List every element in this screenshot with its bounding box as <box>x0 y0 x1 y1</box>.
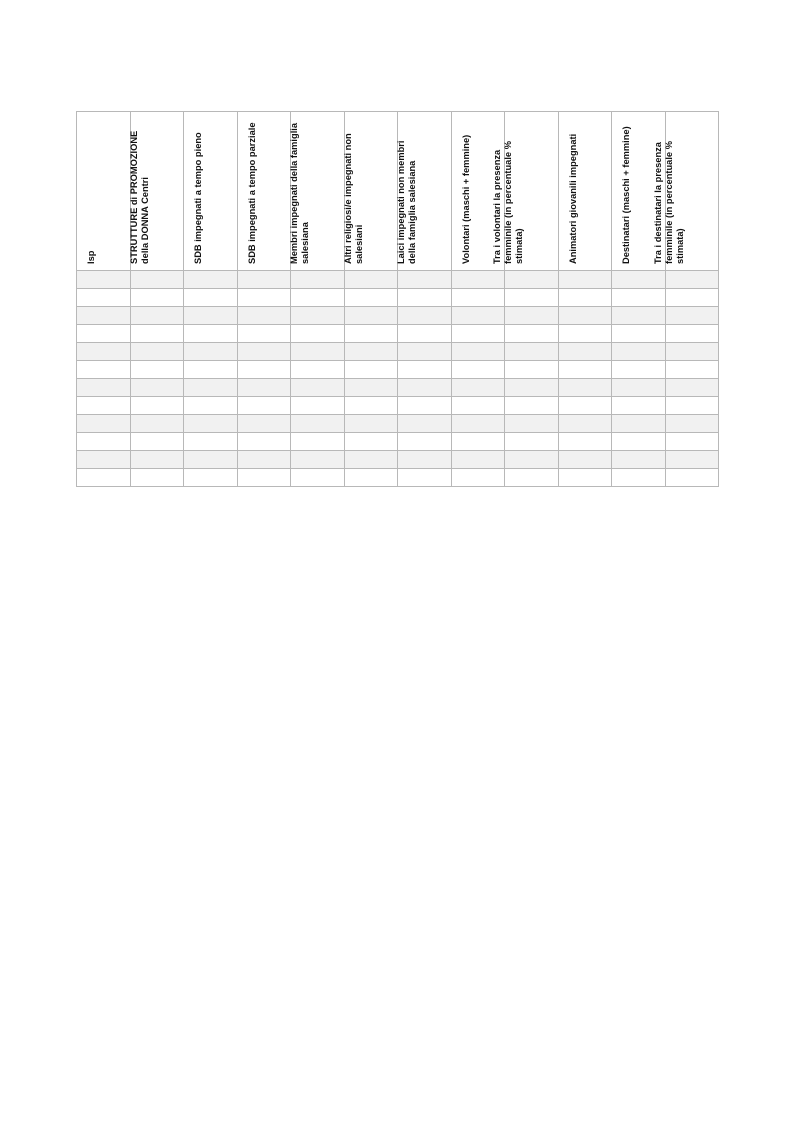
table-cell[interactable] <box>344 325 398 343</box>
table-cell[interactable] <box>665 469 719 487</box>
table-cell[interactable] <box>398 271 452 289</box>
table-cell[interactable] <box>291 433 345 451</box>
table-cell[interactable] <box>505 451 559 469</box>
table-cell[interactable] <box>505 415 559 433</box>
table-cell[interactable] <box>612 397 666 415</box>
table-cell[interactable] <box>344 415 398 433</box>
table-cell[interactable] <box>398 325 452 343</box>
header-row <box>77 112 719 271</box>
table-cell[interactable] <box>665 451 719 469</box>
table-cell[interactable] <box>451 361 505 379</box>
table-cell[interactable] <box>344 289 398 307</box>
header-volontari-femminile <box>492 112 559 271</box>
table-cell[interactable] <box>665 289 719 307</box>
header-label: Tra i destinatari la presenza femminile (in percentuale % stimata) <box>652 141 685 264</box>
table-cell[interactable] <box>77 379 131 397</box>
table-cell[interactable] <box>77 289 131 307</box>
header-label: SDB impegnati a tempo parziale <box>246 122 257 264</box>
header-strutture <box>130 112 184 271</box>
table-cell[interactable] <box>558 415 612 433</box>
table-cell[interactable] <box>451 469 505 487</box>
table-cell[interactable] <box>184 379 238 397</box>
header-label: SDB impegnati a tempo pieno <box>193 132 203 264</box>
table-cell[interactable] <box>398 469 452 487</box>
table-cell[interactable] <box>237 289 291 307</box>
header-label: Destinatari (maschi + femmine) <box>621 126 631 264</box>
table-cell[interactable] <box>184 469 238 487</box>
table-header <box>77 112 719 271</box>
table-cell[interactable] <box>398 451 452 469</box>
table-cell[interactable] <box>237 415 291 433</box>
table-cell[interactable] <box>77 469 131 487</box>
table-cell[interactable] <box>77 325 131 343</box>
table-cell[interactable] <box>665 379 719 397</box>
table-cell[interactable] <box>612 451 666 469</box>
table-cell[interactable] <box>184 325 238 343</box>
table-cell[interactable] <box>184 271 238 289</box>
header-sdb-tempo-pieno <box>184 112 238 271</box>
table-cell[interactable] <box>130 343 184 361</box>
table-row <box>77 451 719 469</box>
table-cell[interactable] <box>291 289 345 307</box>
table-cell[interactable] <box>451 379 505 397</box>
table-cell[interactable] <box>77 271 131 289</box>
table-cell[interactable] <box>130 307 184 325</box>
table-cell[interactable] <box>344 379 398 397</box>
table-cell[interactable] <box>77 433 131 451</box>
table-cell[interactable] <box>398 379 452 397</box>
table-cell[interactable] <box>130 469 184 487</box>
table-cell[interactable] <box>291 271 345 289</box>
table-cell[interactable] <box>291 415 345 433</box>
table-cell[interactable] <box>612 289 666 307</box>
table-cell[interactable] <box>130 379 184 397</box>
table-cell[interactable] <box>665 307 719 325</box>
table-cell[interactable] <box>558 271 612 289</box>
table-cell[interactable] <box>130 451 184 469</box>
header-membri-famiglia <box>291 112 345 271</box>
table-cell[interactable] <box>77 451 131 469</box>
table-cell[interactable] <box>344 451 398 469</box>
table-row <box>77 307 719 325</box>
table-cell[interactable] <box>505 361 559 379</box>
table-cell[interactable] <box>505 271 559 289</box>
data-table <box>76 111 719 487</box>
table-cell[interactable] <box>237 271 291 289</box>
table-cell[interactable] <box>505 397 559 415</box>
table-cell[interactable] <box>237 469 291 487</box>
table-cell[interactable] <box>558 397 612 415</box>
table-cell[interactable] <box>451 343 505 361</box>
header-label: Laici impegnati non membri della famiglia salesiana <box>396 140 417 264</box>
table-cell[interactable] <box>130 361 184 379</box>
table-cell[interactable] <box>665 271 719 289</box>
table-row <box>77 469 719 487</box>
table-cell[interactable] <box>612 271 666 289</box>
table-row <box>77 325 719 343</box>
data-table-container <box>76 111 719 487</box>
table-cell[interactable] <box>291 361 345 379</box>
table-cell[interactable] <box>184 397 238 415</box>
table-cell[interactable] <box>398 307 452 325</box>
table-cell[interactable] <box>130 397 184 415</box>
table-cell[interactable] <box>237 451 291 469</box>
table-cell[interactable] <box>184 289 238 307</box>
table-cell[interactable] <box>130 433 184 451</box>
table-cell[interactable] <box>184 307 238 325</box>
table-cell[interactable] <box>184 415 238 433</box>
header-altri-religiosi <box>344 112 398 271</box>
table-cell[interactable] <box>344 361 398 379</box>
table-cell[interactable] <box>77 307 131 325</box>
table-cell[interactable] <box>398 415 452 433</box>
table-cell[interactable] <box>612 415 666 433</box>
table-cell[interactable] <box>451 325 505 343</box>
table-cell[interactable] <box>451 289 505 307</box>
table-cell[interactable] <box>184 343 238 361</box>
table-cell[interactable] <box>505 343 559 361</box>
table-cell[interactable] <box>558 451 612 469</box>
table-cell[interactable] <box>665 415 719 433</box>
table-cell[interactable] <box>237 307 291 325</box>
header-label: STRUTTURE di PROMOZIONE della DONNA Centri <box>128 130 150 264</box>
table-cell[interactable] <box>291 397 345 415</box>
table-row <box>77 343 719 361</box>
table-cell[interactable] <box>130 415 184 433</box>
table-cell[interactable] <box>237 343 291 361</box>
table-cell[interactable] <box>558 325 612 343</box>
table-cell[interactable] <box>184 451 238 469</box>
table-cell[interactable] <box>77 397 131 415</box>
table-cell[interactable] <box>558 343 612 361</box>
table-cell[interactable] <box>612 433 666 451</box>
table-cell[interactable] <box>505 289 559 307</box>
table-cell[interactable] <box>665 433 719 451</box>
table-row <box>77 289 719 307</box>
table-cell[interactable] <box>77 343 131 361</box>
header-isp <box>77 112 131 271</box>
table-cell[interactable] <box>558 469 612 487</box>
header-label: Altri religiosi/e impegnati non salesiani <box>342 133 364 264</box>
table-cell[interactable] <box>398 433 452 451</box>
table-cell[interactable] <box>665 397 719 415</box>
header-label: Volontari (maschi + femmine) <box>460 134 471 264</box>
table-row <box>77 397 719 415</box>
table-cell[interactable] <box>237 379 291 397</box>
table-cell[interactable] <box>505 433 559 451</box>
table-cell[interactable] <box>451 433 505 451</box>
table-cell[interactable] <box>505 307 559 325</box>
table-cell[interactable] <box>558 289 612 307</box>
table-row <box>77 361 719 379</box>
table-cell[interactable] <box>665 325 719 343</box>
table-cell[interactable] <box>130 289 184 307</box>
table-cell[interactable] <box>665 343 719 361</box>
table-cell[interactable] <box>558 379 612 397</box>
table-cell[interactable] <box>237 325 291 343</box>
header-label: Membri impegnati della famiglia salesiana <box>289 122 310 264</box>
table-cell[interactable] <box>291 379 345 397</box>
table-cell[interactable] <box>451 307 505 325</box>
table-cell[interactable] <box>558 307 612 325</box>
table-row <box>77 271 719 289</box>
table-cell[interactable] <box>237 397 291 415</box>
header-label: Tra i volontari la presenza femminile (in percentuale % stimata) <box>492 141 524 264</box>
table-cell[interactable] <box>184 433 238 451</box>
table-cell[interactable] <box>612 379 666 397</box>
table-cell[interactable] <box>344 343 398 361</box>
table-cell[interactable] <box>612 325 666 343</box>
table-cell[interactable] <box>184 361 238 379</box>
table-cell[interactable] <box>451 271 505 289</box>
table-cell[interactable] <box>344 307 398 325</box>
table-cell[interactable] <box>291 343 345 361</box>
header-laici <box>398 112 452 271</box>
header-sdb-tempo-parziale <box>237 112 291 271</box>
table-cell[interactable] <box>612 361 666 379</box>
table-cell[interactable] <box>505 379 559 397</box>
table-cell[interactable] <box>451 415 505 433</box>
table-cell[interactable] <box>130 325 184 343</box>
table-cell[interactable] <box>612 469 666 487</box>
table-cell[interactable] <box>237 433 291 451</box>
table-cell[interactable] <box>398 343 452 361</box>
table-cell[interactable] <box>505 469 559 487</box>
table-cell[interactable] <box>77 415 131 433</box>
header-animatori <box>558 112 612 271</box>
table-cell[interactable] <box>665 361 719 379</box>
table-row <box>77 433 719 451</box>
table-cell[interactable] <box>398 397 452 415</box>
table-cell[interactable] <box>398 361 452 379</box>
table-cell[interactable] <box>612 343 666 361</box>
header-label: Isp <box>86 250 96 264</box>
table-cell[interactable] <box>291 469 345 487</box>
table-cell[interactable] <box>344 469 398 487</box>
table-cell[interactable] <box>505 325 559 343</box>
table-cell[interactable] <box>558 361 612 379</box>
table-cell[interactable] <box>344 433 398 451</box>
header-destinatari-femminile <box>652 112 719 271</box>
table-cell[interactable] <box>77 361 131 379</box>
table-cell[interactable] <box>451 397 505 415</box>
table-cell[interactable] <box>344 271 398 289</box>
table-row <box>77 379 719 397</box>
table-cell[interactable] <box>291 307 345 325</box>
table-cell[interactable] <box>344 397 398 415</box>
table-cell[interactable] <box>398 289 452 307</box>
table-cell[interactable] <box>612 307 666 325</box>
table-cell[interactable] <box>291 451 345 469</box>
table-cell[interactable] <box>558 433 612 451</box>
table-cell[interactable] <box>130 271 184 289</box>
header-label: Animatori giovanili impegnati <box>567 133 578 264</box>
table-row <box>77 415 719 433</box>
table-cell[interactable] <box>451 451 505 469</box>
table-cell[interactable] <box>237 361 291 379</box>
table-body <box>77 271 719 487</box>
table-cell[interactable] <box>291 325 345 343</box>
